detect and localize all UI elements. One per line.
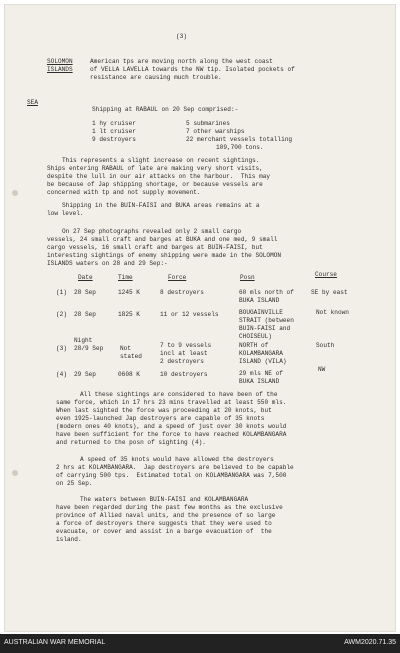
analysis-para1-line: same force, which in 17 hrs 23 mins travelled at least 550 mls.: [56, 399, 287, 406]
sea-para3-line: vessels, 24 small craft and barges at BUKA and one med, 9 small: [47, 236, 278, 243]
table-cell-force: 2 destroyers: [160, 358, 204, 365]
sea-heading: SEA: [27, 99, 38, 106]
solomon-line: American tps are moving north along the west coast: [90, 58, 273, 65]
table-cell-posn: KOLAMBANGARA: [239, 350, 283, 357]
table-cell-date: Night: [74, 337, 93, 344]
analysis-para1-line: When last sighted the force was proceeding at 20 knots, but: [56, 407, 272, 414]
shipping-left-item: 1 hy cruiser: [92, 120, 136, 127]
shipping-right-item: 22 merchant vessels totalling: [186, 136, 293, 143]
footer-bar: [0, 634, 400, 653]
table-cell-course: South: [316, 342, 335, 349]
footer-accession-id: AWM2020.71.35: [344, 639, 396, 646]
shipping-right-item: 109,700 tons.: [216, 144, 264, 151]
table-header-course: Course: [315, 271, 337, 278]
solomon-line: of VELLA LAVELLA towards the NW tip. Isolated pockets of: [90, 66, 295, 73]
analysis-para1-line: (modern ones 40 knots), and a speed of just over 30 knots would: [56, 423, 287, 430]
shipping-left-item: 9 destroyers: [92, 136, 136, 143]
analysis-para3-line: a force of destroyers there suggests that they were used to: [56, 520, 272, 527]
punch-hole: [12, 470, 18, 476]
table-cell-posn: BOUGAINVILLE: [239, 309, 283, 316]
sea-para1-line: despite the lull in our air attacks on the harbour. This may: [47, 173, 271, 180]
table-cell-course: SE by east: [311, 289, 348, 296]
table-cell-num: (4): [56, 371, 67, 378]
analysis-para2-line: A speed of 35 knots would have allowed the destroyers: [80, 456, 274, 463]
table-cell-posn: NORTH of: [239, 342, 269, 349]
analysis-para3-line: province of Allied naval units, and the presence of so large: [56, 512, 276, 519]
table-cell-time: 0608 K: [118, 371, 140, 378]
analysis-para2-line: on 25 Sep.: [56, 480, 93, 487]
analysis-para3-line: island.: [56, 536, 82, 543]
footer-institution: AUSTRALIAN WAR MEMORIAL: [4, 639, 106, 646]
table-cell-force: 10 destroyers: [160, 371, 208, 378]
sea-para1-line: be because of Jap shipping shortage, or because vessels are: [47, 181, 263, 188]
table-cell-posn: 29 mls NE of: [239, 370, 283, 377]
table-cell-force: 11 or 12 vessels: [160, 311, 219, 318]
analysis-para3-line: evacuate, or cover and assist in a barge evacuation of the: [56, 528, 272, 535]
table-cell-posn: 60 mls north of: [239, 289, 294, 296]
table-cell-time: 1825 K: [118, 311, 140, 318]
solomon-heading-2: ISLANDS: [47, 66, 73, 73]
shipping-left-item: 1 lt cruiser: [92, 128, 136, 135]
analysis-para1-line: have been sufficient for the force to have reached KOLAMBANGARA: [56, 431, 287, 438]
table-cell-num: (2): [56, 311, 67, 318]
table-cell-num: (3): [56, 345, 67, 352]
sea-para1-line: concerned with tp and not supply movement.: [47, 189, 201, 196]
analysis-para1-line: All these sightings are considered to have been of the: [80, 391, 278, 398]
rabaul-intro: Shipping at RABAUL on 20 Sep comprised:-: [92, 106, 239, 113]
table-cell-force: 7 to 9 vessels: [160, 342, 212, 349]
sea-para3-line: interesting sightings of enemy shipping were made in the SOLOMON: [47, 252, 282, 259]
table-cell-posn: BUKA ISLAND: [239, 297, 280, 304]
table-cell-time: 1245 K: [118, 289, 140, 296]
sea-para3-line: On 27 Sep photographs revealed only 2 small cargo: [62, 228, 242, 235]
table-cell-posn: BUKA ISLAND: [239, 378, 280, 385]
table-cell-time: stated: [120, 353, 142, 360]
solomon-line: resistance are causing much trouble.: [90, 74, 222, 81]
analysis-para1-line: and returned to the posn of sighting (4).: [56, 439, 206, 446]
table-cell-posn: BUIN-FAISI and: [239, 325, 291, 332]
shipping-right-item: 5 submarines: [186, 120, 230, 127]
table-cell-date: 28 Sep: [74, 311, 96, 318]
solomon-heading-1: SOLOMON: [47, 58, 73, 65]
table-cell-posn: CHOISEUL): [239, 333, 272, 340]
shipping-right-item: 7 other warships: [186, 128, 245, 135]
sea-para3-line: cargo vessels, 16 small craft and barges at BUIN-FAISI, but: [47, 244, 263, 251]
table-cell-time: Not: [120, 345, 131, 352]
table-cell-force: 8 destroyers: [160, 289, 204, 296]
page-number: (3): [176, 33, 187, 40]
table-header-time: Time: [118, 274, 133, 281]
table-cell-course: Not known: [316, 309, 349, 316]
sea-para1-line: This represents a slight increase on recent sightings.: [62, 157, 260, 164]
sea-para1-line: Ships entering RABAUL of late are making very short visits,: [47, 165, 263, 172]
analysis-para3-line: The waters between BUIN-FAISI and KOLAMBANGARA: [80, 496, 249, 503]
sea-para3-line: ISLANDS waters on 28 and 29 Sep:-: [47, 260, 168, 267]
table-cell-force: incl at least: [160, 350, 208, 357]
punch-hole: [12, 190, 18, 196]
table-cell-posn: ISLAND (VILA): [239, 358, 287, 365]
table-cell-num: (1): [56, 289, 67, 296]
sea-para2-line: Shipping in the BUIN-FAISI and BUKA areas remains at a: [62, 202, 260, 209]
table-cell-posn: STRAIT (between: [239, 317, 294, 324]
table-header-posn: Posn: [240, 274, 255, 281]
sea-para2-line: low level.: [47, 210, 84, 217]
table-cell-date: 28/9 Sep: [74, 345, 104, 352]
analysis-para2-line: of carrying 500 tps. Estimated total on KOLAMBANGARA was 7,500: [56, 472, 287, 479]
table-header-force: Force: [168, 274, 187, 281]
analysis-para1-line: even 1925-launched Jap destroyers are capable of 35 knots: [56, 415, 265, 422]
analysis-para3-line: have been regarded during the past few months as the exclusive: [56, 504, 283, 511]
table-cell-course: NW: [318, 366, 326, 373]
analysis-para2-line: 2 hrs at KOLAMBANGARA. Jap destroyers are believed to be capable: [56, 464, 294, 471]
table-cell-date: 29 Sep: [74, 371, 96, 378]
table-header-date: Date: [78, 274, 93, 281]
table-cell-date: 28 Sep: [74, 289, 96, 296]
